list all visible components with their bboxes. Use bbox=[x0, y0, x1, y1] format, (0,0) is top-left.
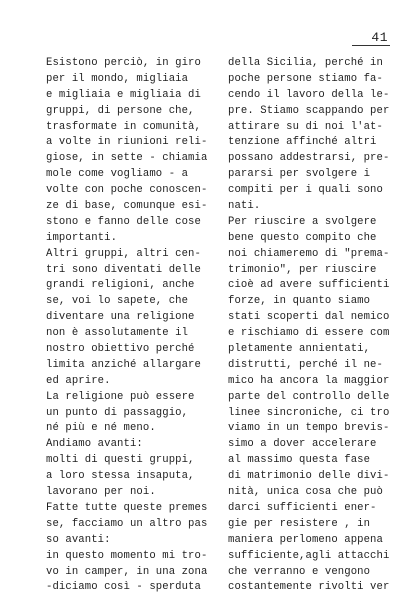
text-line: per il mondo, migliaia bbox=[46, 72, 189, 85]
text-line: lavorano per noi. bbox=[46, 486, 156, 499]
text-line: cioè ad avere sufficienti bbox=[228, 279, 390, 292]
text-line: limita anziché allargare bbox=[46, 358, 201, 371]
text-line: Altri gruppi, altri cen- bbox=[46, 247, 201, 260]
text-line: di matrimonio delle divi- bbox=[228, 470, 390, 483]
left-text-column bbox=[46, 56, 216, 596]
text-line: linee sincroniche, ci tro bbox=[228, 406, 390, 419]
text-line: vo in camper, in una zona bbox=[46, 565, 208, 578]
text-line: stono e fanno delle cose bbox=[46, 215, 201, 228]
text-line: se, facciamo un altro pas bbox=[46, 517, 208, 530]
text-line: né più e né meno. bbox=[46, 422, 156, 435]
text-line: compiti per i quali sono bbox=[228, 184, 383, 197]
text-line: pre. Stiamo scappando per bbox=[228, 104, 390, 117]
text-line: grandi religioni, anche bbox=[46, 279, 195, 292]
text-line: a loro stessa insaputa, bbox=[46, 470, 195, 483]
text-line: maniera perlomeno appena bbox=[228, 533, 383, 546]
text-line: trasformate in comunità, bbox=[46, 120, 201, 133]
text-line: possano addestrarsi, pre- bbox=[228, 152, 390, 165]
text-line: a volte in riunioni reli- bbox=[46, 136, 208, 149]
text-line: importanti. bbox=[46, 231, 118, 244]
right-text-column bbox=[228, 56, 398, 596]
text-line: ed aprire. bbox=[46, 374, 111, 387]
text-line: nati. bbox=[228, 200, 261, 213]
text-line: La religione può essere bbox=[46, 390, 195, 403]
text-line: Esistono perciò, in giro bbox=[46, 57, 201, 69]
text-line: se, voi lo sapete, che bbox=[46, 295, 189, 308]
text-line: distrutti, perché il ne- bbox=[228, 358, 383, 371]
text-line: forze, in quanto siamo bbox=[228, 295, 371, 308]
text-line: viamo in un tempo brevis- bbox=[228, 422, 390, 435]
text-line: trimonio", per riuscire bbox=[228, 263, 377, 276]
text-line: nostro obiettivo perché bbox=[46, 343, 195, 356]
text-line: gie per resistere , in bbox=[228, 517, 371, 530]
text-line: stati scoperti dal nemico bbox=[228, 311, 390, 324]
text-line: non è assolutamente il bbox=[46, 327, 189, 340]
text-line: Fatte tutte queste premes bbox=[46, 501, 208, 514]
text-line: so avanti: bbox=[46, 533, 111, 546]
text-line: ze di base, comunque esi- bbox=[46, 200, 208, 213]
text-line: volte con poche conoscen- bbox=[46, 184, 208, 197]
text-line: e rischiamo di essere com bbox=[228, 327, 390, 340]
text-line: della Sicilia, perché in bbox=[228, 57, 383, 69]
text-line: simo a dover accelerare bbox=[228, 438, 377, 451]
text-line: diventare una religione bbox=[46, 311, 195, 324]
text-line: costantemente rivolti ver bbox=[228, 581, 390, 594]
text-line: parte del controllo delle bbox=[228, 390, 390, 403]
text-line: tri sono diventati delle bbox=[46, 263, 201, 276]
text-line: attirare su di noi l'at- bbox=[228, 120, 383, 133]
text-line: tenzione affinché altri bbox=[228, 136, 377, 149]
text-line: sufficiente,agli attacchi bbox=[228, 549, 390, 562]
text-line: giose, in sette - chiamia bbox=[46, 152, 208, 165]
text-line: poche persone stiamo fa- bbox=[228, 72, 383, 85]
text-line: bene questo compito che bbox=[228, 231, 377, 244]
text-line: che verranno e vengono bbox=[228, 565, 371, 578]
text-line: darci sufficienti ener- bbox=[228, 501, 377, 514]
text-line: e migliaia e migliaia di bbox=[46, 88, 201, 101]
text-line: gruppi, di persone che, bbox=[46, 104, 195, 117]
text-line: pararsi per svolgere i bbox=[228, 168, 371, 181]
text-line: al massimo questa fase bbox=[228, 454, 371, 467]
page-number: 41 bbox=[371, 30, 388, 45]
text-line: un punto di passaggio, bbox=[46, 406, 189, 419]
text-line: pletamente annientati, bbox=[228, 343, 371, 356]
text-line: noi chiameremo di "prema- bbox=[228, 247, 390, 260]
text-line: molti di questi gruppi, bbox=[46, 454, 195, 467]
page-number-underline bbox=[352, 45, 390, 46]
text-line: cendo il lavoro della le- bbox=[228, 88, 390, 101]
text-line: -diciamo così - sperduta bbox=[46, 581, 201, 594]
text-line: Andiamo avanti: bbox=[46, 438, 143, 451]
text-line: nità, unica cosa che può bbox=[228, 486, 383, 499]
text-line: mico ha ancora la maggior bbox=[228, 374, 390, 387]
text-line: Per riuscire a svolgere bbox=[228, 215, 377, 228]
text-line: mole come vogliamo - a bbox=[46, 168, 189, 181]
text-line: in questo momento mi tro- bbox=[46, 549, 208, 562]
